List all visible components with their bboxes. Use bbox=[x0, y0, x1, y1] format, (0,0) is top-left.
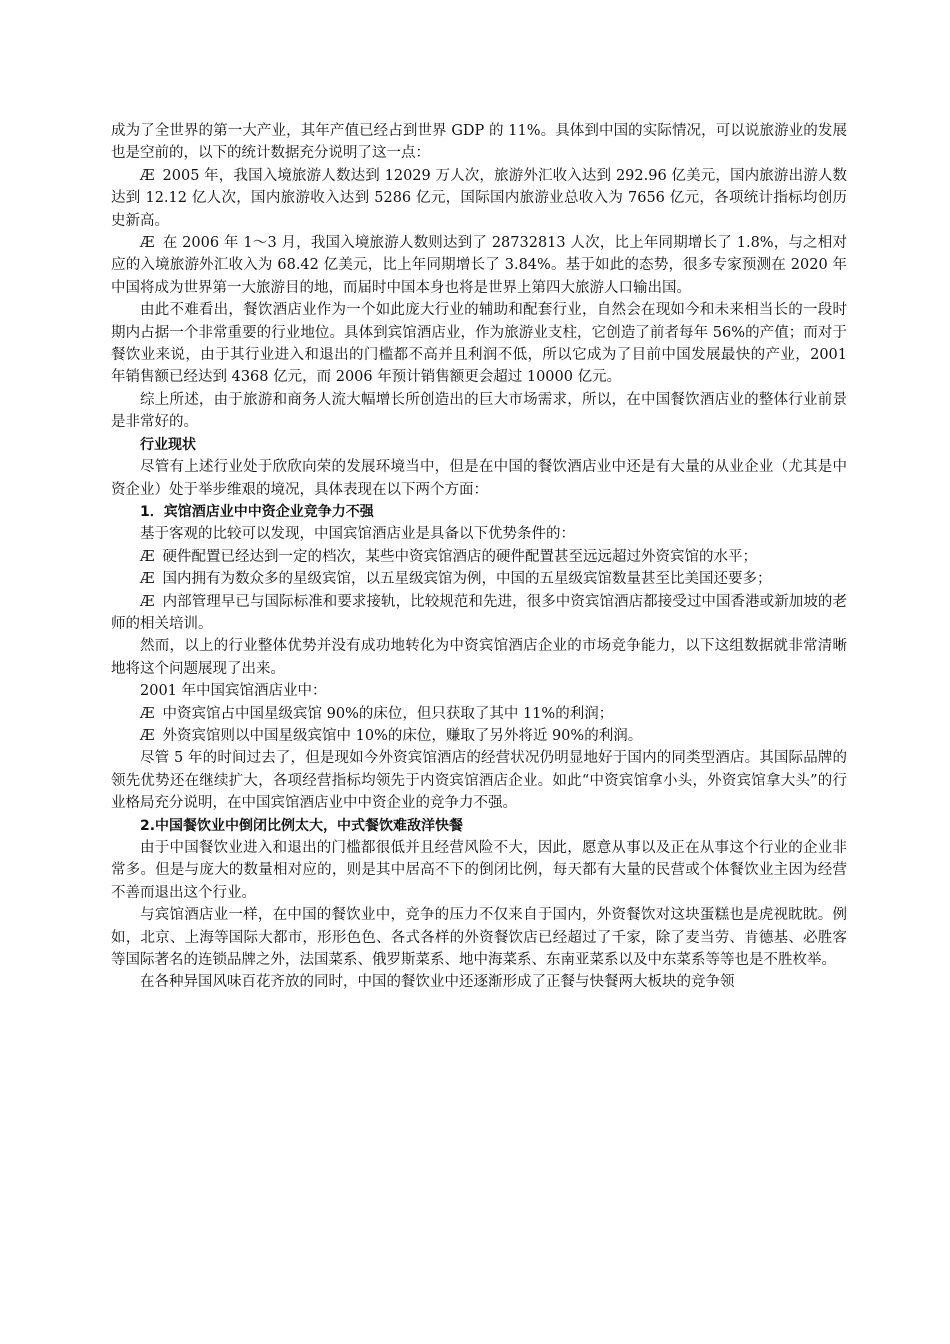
bullet-marker: Æ bbox=[140, 235, 155, 252]
subsection-heading: 1．宾馆酒店业中中资企业竞争力不强 bbox=[140, 503, 374, 520]
paragraph: 由于中国餐饮业进入和退出的门槛都很低并且经营风险不大，因此，愿意从事以及正在从事这个行业的企业非常多。但是与庞大的数量相对应的，则是其中居高不下的倒闭比例，每天都有大量的民营或个体餐饮业主因为经营不善而退出这个行业。 bbox=[111, 840, 847, 901]
subsection-heading: 2.中国餐饮业中倒闭比例太大，中式餐饮难敌洋快餐 bbox=[140, 817, 464, 834]
paragraph: 基于客观的比较可以发现，中国宾馆酒店业是具备以下优势条件的： bbox=[140, 526, 575, 543]
bullet-text: 硬件配置已经达到一定的档次，某些中资宾馆酒店的硬件配置甚至远远超过外资宾馆的水平； bbox=[162, 548, 758, 565]
paragraph: 在各种异国风味百花齐放的同时，中国的餐饮业中还逐渐形成了正餐与快餐两大板块的竞争领 bbox=[140, 974, 735, 991]
paragraph: 2001 年中国宾馆酒店业中： bbox=[140, 683, 327, 700]
bullet-marker: Æ bbox=[140, 571, 155, 588]
bullet-item bbox=[111, 703, 847, 725]
bullet-item bbox=[111, 165, 847, 232]
paragraph: 然而，以上的行业整体优势并没有成功地转化为中资宾馆酒店企业的市场竞争能力，以下这组数据就非常清晰地将这个问题展现了出来。 bbox=[111, 638, 847, 677]
bullet-item bbox=[111, 568, 847, 590]
paragraph: 综上所述，由于旅游和商务人流大幅增长所创造出的巨大市场需求，所以，在中国餐饮酒店业的整体行业前景是非常好的。 bbox=[111, 391, 847, 431]
paragraph: 与宾馆酒店业一样，在中国的餐饮业中，竞争的压力不仅来自于国内，外资餐饮对这块蛋糕也是虎视眈眈。例如，北京、上海等国际大都市，形形色色、各式各样的外资餐饮店已经超过了千家，除了麦当劳、肯德基、必胜客等国际著名的连锁品牌之外，法国菜系、俄罗斯菜系、地中海菜系、东南亚菜系以及中东菜系等等也是不胜枚举。 bbox=[111, 907, 847, 969]
bullet-item bbox=[111, 232, 847, 299]
bullet-marker: Æ bbox=[140, 705, 155, 722]
bullet-text: 2005 年，我国入境旅游人数达到 12029 万人次，旅游外汇收入达到 292.96 亿美元，国内旅游出游人数达到 12.12 亿人次，国内旅游收入达到 5286 亿元，国际国内旅游业总收入为 7656 亿元，各项统计指标均创历史新高。 bbox=[111, 167, 847, 229]
bullet-item bbox=[111, 591, 847, 636]
document-body bbox=[111, 120, 847, 994]
bullet-item bbox=[111, 725, 847, 747]
bullet-marker: Æ bbox=[140, 548, 155, 565]
bullet-marker: Æ bbox=[140, 727, 155, 744]
bullet-text: 国内拥有为数众多的星级宾馆，以五星级宾馆为例，中国的五星级宾馆数量甚至比美国还要多； bbox=[162, 571, 772, 588]
paragraph: 由此不难看出，餐饮酒店业作为一个如此庞大行业的辅助和配套行业，自然会在现如今和未来相当长的一段时期内占据一个非常重要的行业地位。具体到宾馆酒店业，作为旅游业支柱，它创造了前者每年 56%的产值；而对于餐饮业来说，由于其行业进入和退出的门槛都不高并且利润不低，所以它成为了目前中国发展最快的产业，2001 年销售额已经达到 4368 亿元，而 2006 年预计销售额更会超过 10000 亿元。 bbox=[111, 302, 847, 386]
bullet-item bbox=[111, 546, 847, 568]
bullet-marker: Æ bbox=[140, 167, 155, 184]
bullet-text: 外资宾馆则以中国星级宾馆中 10%的床位，赚取了另外将近 90%的利润。 bbox=[162, 727, 643, 744]
bullet-text: 中资宾馆占中国星级宾馆 90%的床位，但只获取了其中 11%的利润； bbox=[162, 705, 614, 722]
section-heading: 行业现状 bbox=[140, 436, 196, 453]
bullet-marker: Æ bbox=[140, 593, 155, 610]
bullet-text: 内部管理早已与国际标准和要求接轨，比较规范和先进，很多中资宾馆酒店都接受过中国香港或新加坡的老师的相关培训。 bbox=[111, 593, 847, 632]
paragraph: 成为了全世界的第一大产业，其年产值已经占到世界 GDP 的 11%。具体到中国的实际情况，可以说旅游业的发展也是空前的，以下的统计数据充分说明了这一点： bbox=[111, 123, 847, 162]
paragraph: 尽管 5 年的时间过去了，但是现如今外资宾馆酒店的经营状况仍明显地好于国内的同类型酒店。其国际品牌的领先优势还在继续扩大，各项经营指标均领先于内资宾馆酒店企业。如此“中资宾馆拿小头，外资宾馆拿大头”的行业格局充分说明，在中国宾馆酒店业中中资企业的竞争力不强。 bbox=[111, 750, 847, 812]
bullet-text: 在 2006 年 1～3 月，我国入境旅游人数则达到了 28732813 人次，比上年同期增长了 1.8%，与之相对应的入境旅游外汇收入为 68.42 亿美元，比上年同期增长了 3.84%。基于如此的态势，很多专家预测在 2020 年中国将成为世界第一大旅游目的地，而届时中国本身也将是世界上第四大旅游人口输出国。 bbox=[111, 235, 847, 296]
paragraph: 尽管有上述行业处于欣欣向荣的发展环境当中，但是在中国的餐饮酒店业中还是有大量的从业企业（尤其是中资企业）处于举步维艰的境况，具体表现在以下两个方面： bbox=[111, 459, 847, 498]
